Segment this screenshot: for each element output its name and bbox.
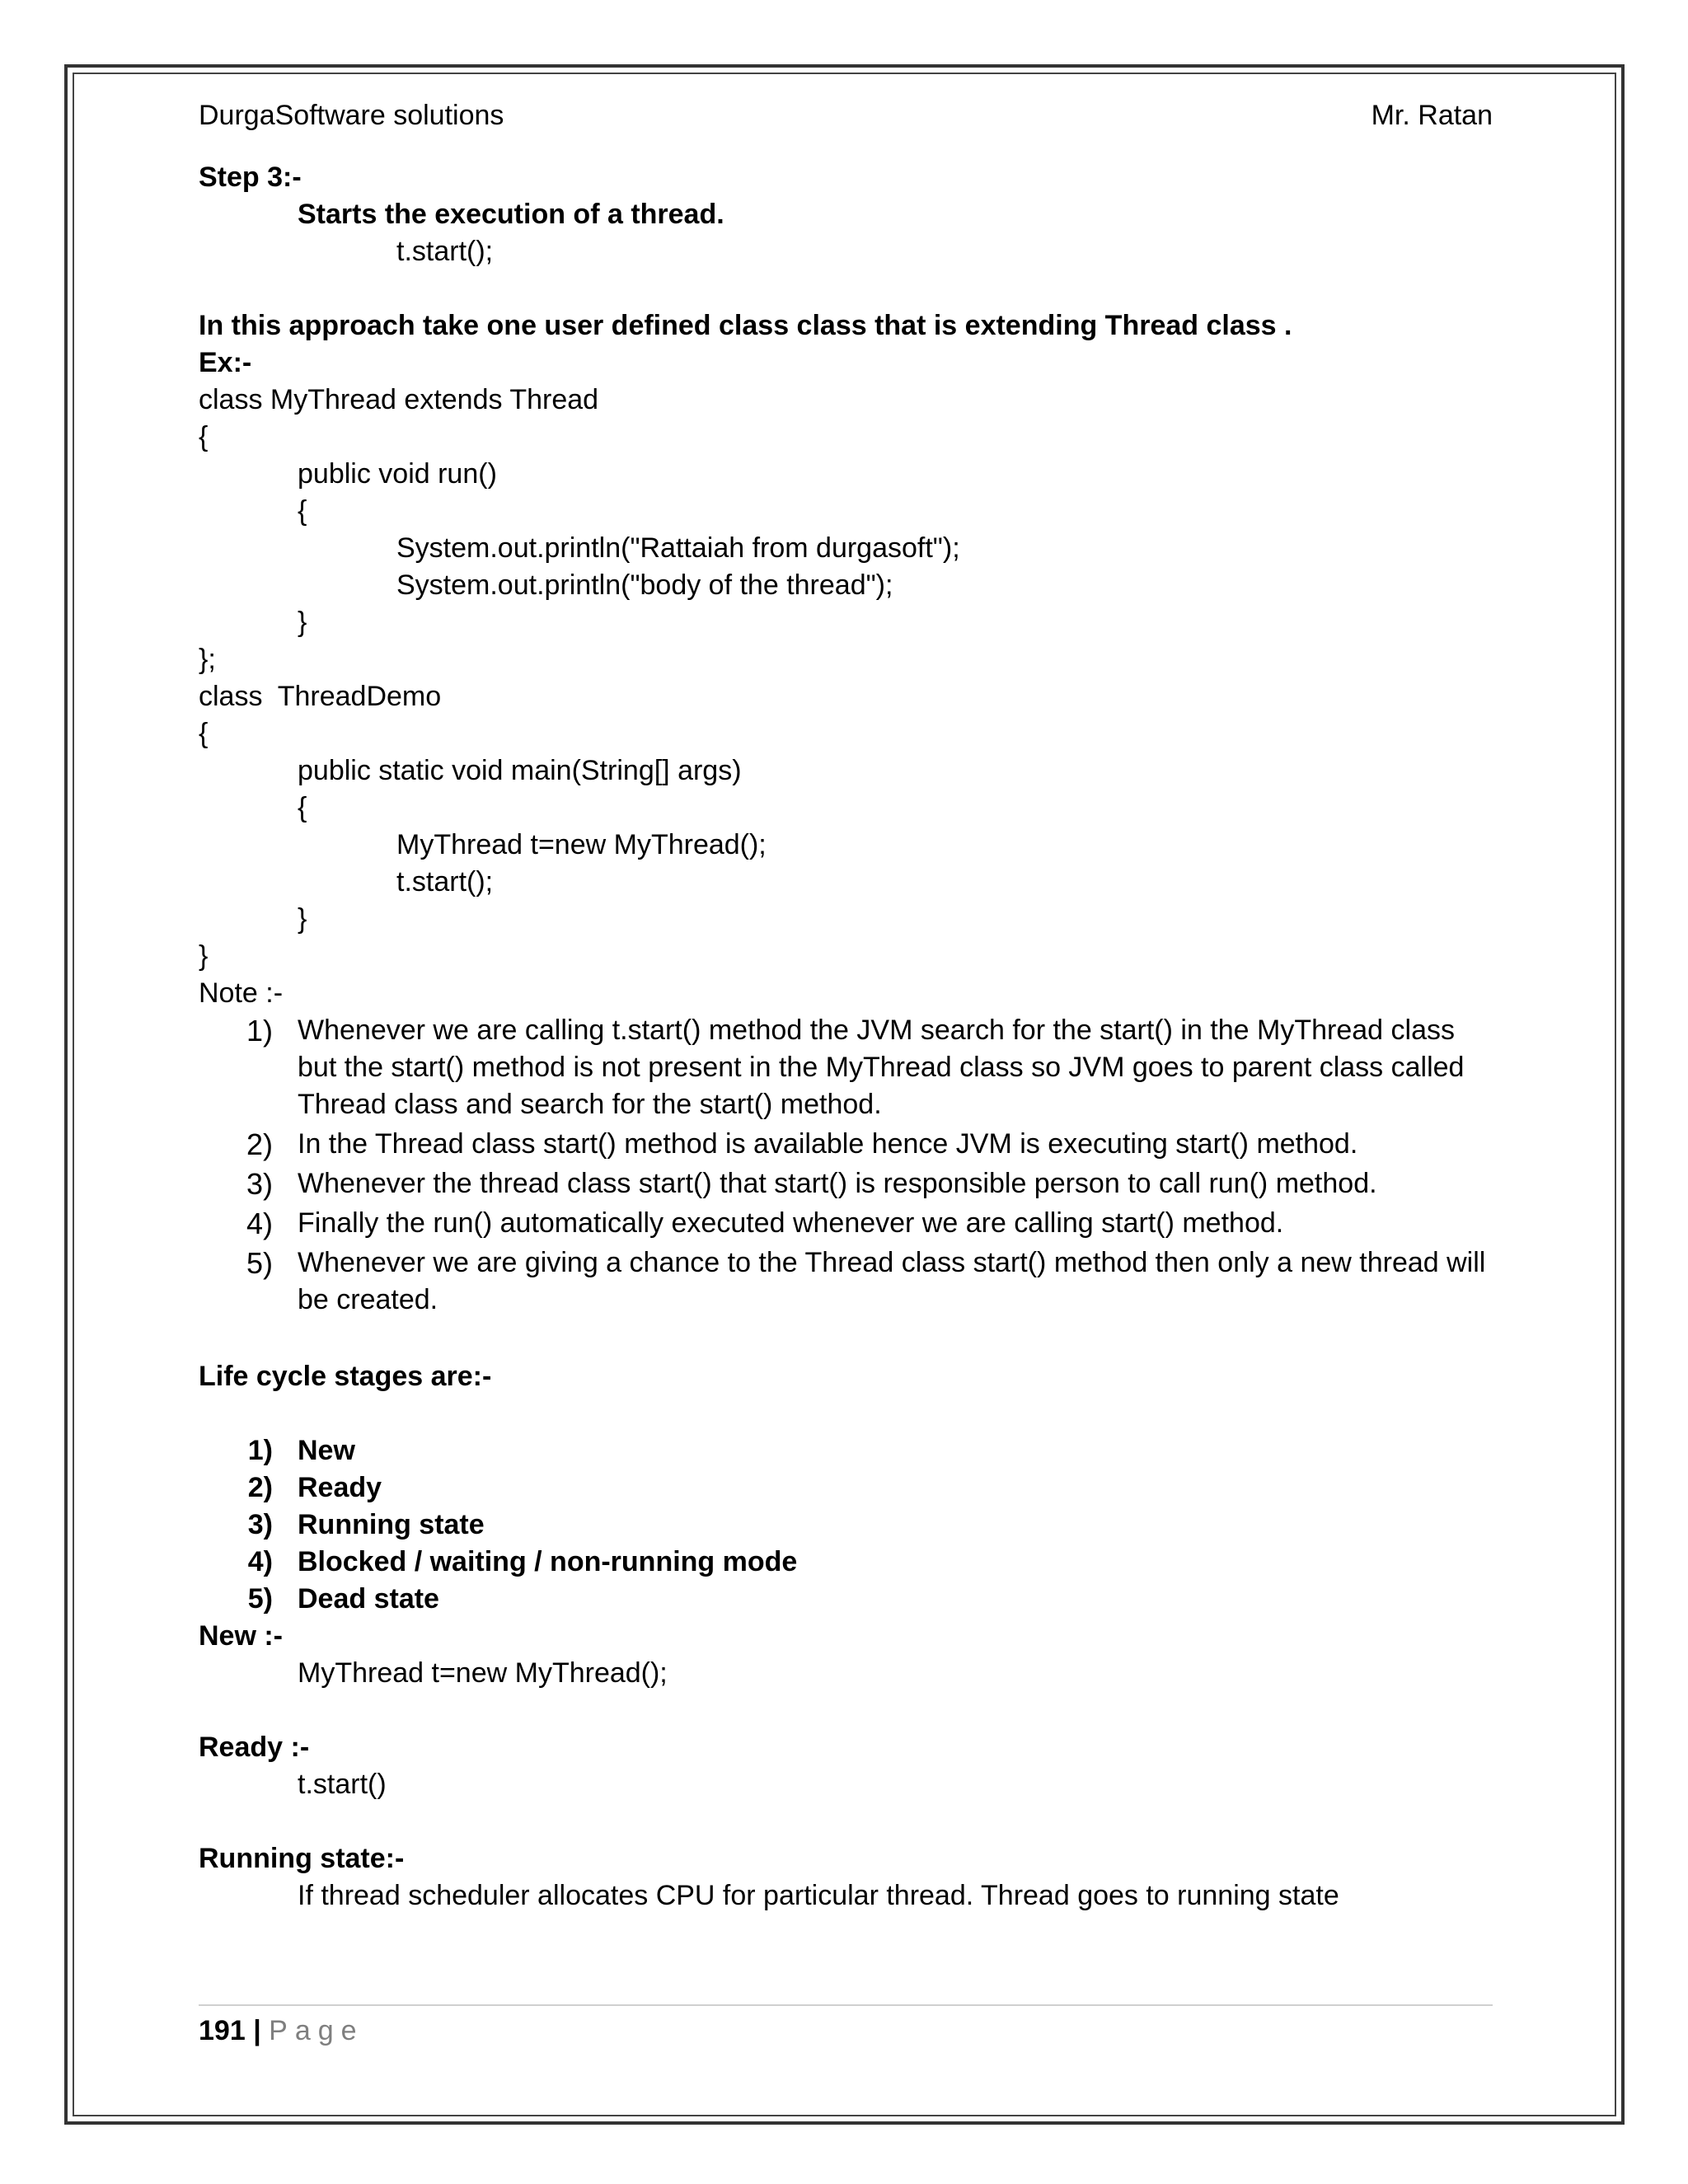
- notes-list: [199, 1012, 1493, 1319]
- footer-divider: [199, 2004, 1493, 2006]
- note-number: 2): [246, 1127, 273, 1161]
- code-line: public static void main(String[] args): [298, 755, 742, 786]
- footer-separator: |: [253, 2015, 261, 2046]
- header-left: DurgaSoftware solutions: [199, 100, 504, 131]
- stage-item: [199, 1507, 1493, 1544]
- note-item: [199, 1126, 1493, 1163]
- note-item: [199, 1205, 1493, 1242]
- code-line: System.out.println("body of the thread");: [396, 569, 893, 601]
- note-number: 5): [246, 1246, 273, 1280]
- note-text: Whenever the thread class start() that start() is responsible person to call run() method.: [298, 1168, 1377, 1199]
- stage-text: New: [298, 1435, 355, 1466]
- code-line: }: [199, 940, 209, 972]
- stage-item: [199, 1544, 1493, 1581]
- example-label: Ex:-: [199, 347, 252, 378]
- note-text: In the Thread class start() method is available hence JVM is executing start() method.: [298, 1128, 1358, 1160]
- code-line: t.start();: [396, 866, 494, 898]
- ready-code: t.start(): [298, 1769, 387, 1800]
- stage-item: [199, 1581, 1493, 1618]
- new-code: MyThread t=new MyThread();: [298, 1657, 668, 1689]
- code-block: [199, 382, 1493, 975]
- code-line: System.out.println("Rattaiah from durgasoft");: [396, 532, 960, 564]
- stage-text: Running state: [298, 1509, 485, 1540]
- code-line: {: [199, 421, 209, 452]
- code-line: {: [298, 792, 307, 823]
- note-text: Finally the run() automatically executed whenever we are calling start() method.: [298, 1207, 1284, 1239]
- stage-number: 4): [247, 1546, 273, 1577]
- stage-number: 2): [247, 1472, 273, 1503]
- header-right: Mr. Ratan: [1371, 100, 1493, 131]
- stage-number: 5): [247, 1583, 273, 1615]
- note-text: Whenever we are giving a chance to the Thread class start() method then only a new thread will be created.: [298, 1247, 1486, 1315]
- note-number: 1): [246, 1014, 273, 1047]
- stage-number: 3): [247, 1509, 273, 1540]
- code-line: class ThreadDemo: [199, 681, 442, 712]
- code-line: class MyThread extends Thread: [199, 384, 599, 415]
- code-line: }: [298, 903, 307, 935]
- note-number: 4): [246, 1207, 273, 1240]
- stage-text: Dead state: [298, 1583, 439, 1615]
- page-label: Page: [269, 2015, 364, 2046]
- step3-heading: Step 3:-: [199, 162, 302, 193]
- code-line: MyThread t=new MyThread();: [396, 829, 767, 860]
- stage-item: [199, 1432, 1493, 1469]
- running-text: If thread scheduler allocates CPU for particular thread. Thread goes to running state: [298, 1880, 1339, 1911]
- lifecycle-stages-list: [199, 1432, 1493, 1618]
- code-line: {: [199, 718, 209, 749]
- note-label: Note :-: [199, 977, 284, 1009]
- note-item: [199, 1165, 1493, 1202]
- stage-text: Blocked / waiting / non-running mode: [298, 1546, 798, 1577]
- lifecycle-heading: Life cycle stages are:-: [199, 1361, 492, 1392]
- running-heading: Running state:-: [199, 1843, 405, 1874]
- page-footer: [199, 2013, 364, 2050]
- page-number: 191: [199, 2015, 246, 2046]
- code-line: public void run(): [298, 458, 497, 490]
- page-header: [199, 97, 1493, 134]
- new-heading: New :-: [199, 1620, 283, 1652]
- ready-heading: Ready :-: [199, 1732, 310, 1763]
- code-line: {: [298, 495, 307, 527]
- step3-description: Starts the execution of a thread.: [298, 199, 724, 230]
- note-number: 3): [246, 1167, 273, 1201]
- stage-item: [199, 1469, 1493, 1507]
- document-page: [199, 97, 1493, 1915]
- code-line: }: [298, 607, 307, 638]
- step3-code: t.start();: [396, 236, 494, 267]
- stage-text: Ready: [298, 1472, 382, 1503]
- note-text: Whenever we are calling t.start() method the JVM search for the start() in the MyThread class but the start() method is not present in the MyThread class so JVM goes to parent class called Thread class and search for the start() method.: [298, 1015, 1465, 1120]
- note-item: [199, 1012, 1493, 1123]
- stage-number: 1): [247, 1435, 273, 1466]
- approach-text: In this approach take one user defined class class that is extending Thread class .: [199, 310, 1292, 341]
- note-item: [199, 1244, 1493, 1319]
- code-line: };: [199, 644, 216, 675]
